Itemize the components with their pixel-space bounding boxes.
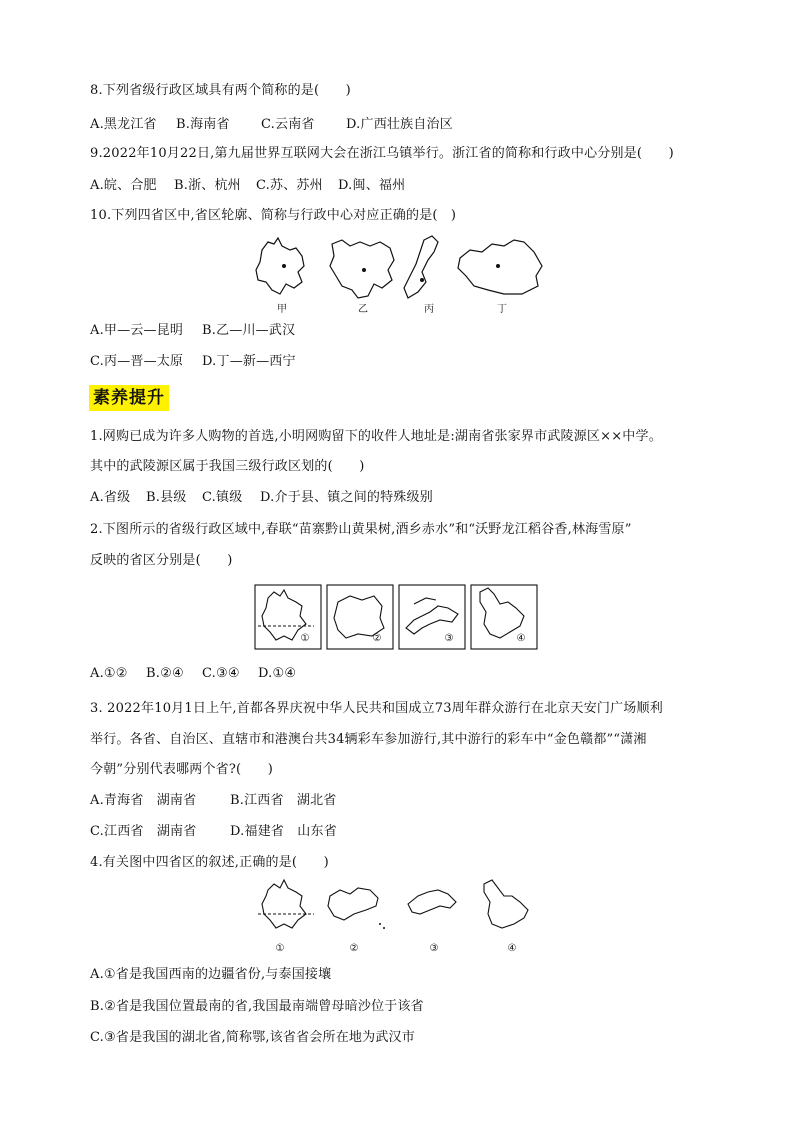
q8-option-a: A.黑龙江省 — [90, 117, 157, 132]
p2-label-4: ④ — [516, 633, 526, 644]
p4-label-3: ③ — [429, 943, 439, 954]
q9-options — [90, 177, 405, 195]
q8-option-b: B.海南省 — [176, 117, 230, 132]
q10-option-c: C.丙—晋—太原 — [90, 354, 184, 369]
p3-option-d: D.福建省 山东省 — [230, 824, 337, 839]
p2-outline-3 — [406, 606, 458, 634]
q10-options-row1 — [90, 322, 295, 340]
outline-bing — [404, 236, 438, 298]
p2-label-3: ③ — [444, 633, 454, 644]
p2-outline-3b — [414, 598, 436, 604]
q10-label-jia: 甲 — [277, 304, 287, 315]
q9-option-d: D.闽、福州 — [338, 178, 406, 193]
p1-stem-line1: 1.网购已成为许多人购物的首选,小明网购留下的收件人地址是:湖南省张家界市武陵源区××中学。 — [90, 429, 662, 444]
p4-stem: 4.有关图中四省区的叙述,正确的是( ) — [90, 855, 329, 870]
p4-label-4: ④ — [507, 943, 517, 954]
p4-figure — [258, 876, 538, 954]
p3-stem-line1: 3. 2022年10月1日上午,首都各界庆祝中华人民共和国成立73周年群众游行在北京天安门广场顺利 — [90, 701, 663, 716]
p4-outline-1 — [262, 880, 306, 928]
q10-label-yi: 乙 — [358, 304, 368, 315]
p2-outline-2 — [334, 596, 384, 638]
q8-stem: 8.下列省级行政区域具有两个简称的是( ) — [90, 83, 351, 98]
p3-option-c: C.江西省 湖南省 — [90, 824, 197, 839]
p4-outline-3 — [408, 890, 456, 914]
p2-option-a: A.①② — [90, 666, 128, 681]
q8-option-d: D.广西壮族自治区 — [346, 117, 453, 132]
p1-stem-line2: 其中的武陵源区属于我国三级行政区划的( ) — [90, 459, 365, 474]
q10-options-row2 — [90, 353, 296, 371]
p2-outline-4 — [480, 588, 524, 638]
p3-stem-line2: 举行。各省、自治区、直辖市和港澳台共34辆彩车参加游行,其中游行的彩车中“金色赣都”“潇湘 — [90, 732, 647, 747]
q9-option-b: B.浙、杭州 — [174, 178, 241, 193]
p2-label-2: ② — [372, 633, 382, 644]
p3-stem-line3: 今朝”分别代表哪两个省?( ) — [90, 762, 273, 777]
q10-stem: 10.下列四省区中,省区轮廓、简称与行政中心对应正确的是( ) — [90, 208, 457, 223]
q9-option-a: A.皖、合肥 — [90, 178, 157, 193]
p2-stem-line2: 反映的省区分别是( ) — [90, 553, 233, 568]
capital-dot-jia — [282, 264, 286, 268]
p3-options-row2 — [90, 823, 337, 841]
p4-outline-4 — [484, 880, 528, 928]
p2-option-b: B.②④ — [146, 666, 184, 681]
outline-yi — [330, 240, 394, 298]
p2-province-maps — [254, 584, 540, 650]
p2-label-1: ① — [300, 633, 310, 644]
p3-option-a: A.青海省 湖南省 — [90, 793, 197, 808]
p3-options-row1 — [90, 792, 337, 810]
capital-dot-ding — [496, 264, 500, 268]
q9-option-c: C.苏、苏州 — [256, 178, 323, 193]
p4-option-b: B.②省是我国位置最南的省,我国最南端曾母暗沙位于该省 — [90, 999, 424, 1014]
p3-option-b: B.江西省 湖北省 — [230, 793, 337, 808]
p2-option-d: D.①④ — [258, 666, 297, 681]
p4-island-dot-a — [379, 923, 381, 925]
p1-option-c: C.镇级 — [202, 490, 243, 505]
q10-option-b: B.乙—川—武汉 — [202, 323, 296, 338]
outline-ding — [458, 240, 542, 294]
p1-option-d: D.介于县、镇之间的特殊级别 — [260, 490, 433, 505]
p2-stem-line1: 2.下图所示的省级行政区域中,春联“苗寨黔山黄果树,酒乡赤水”和“沃野龙江稻谷香,林海雪原” — [90, 522, 632, 537]
p4-outline-2 — [328, 888, 378, 920]
p4-island-dot-b — [383, 927, 385, 929]
q8-options — [90, 116, 453, 134]
p2-figure — [254, 584, 540, 650]
p4-province-maps — [258, 876, 538, 938]
q9-stem: 9.2022年10月22日,第九届世界互联网大会在浙江乌镇举行。浙江省的简称和行政中心分别是( ) — [90, 146, 674, 161]
p2-options — [90, 665, 296, 683]
capital-dot-bing — [420, 278, 424, 282]
p1-options — [90, 489, 433, 507]
p1-option-b: B.县级 — [146, 490, 187, 505]
section-title: 素养提升 — [89, 385, 169, 411]
q10-figure — [252, 232, 552, 320]
p4-label-1: ① — [275, 943, 285, 954]
q10-label-ding: 丁 — [497, 304, 507, 315]
q8-option-c: C.云南省 — [261, 117, 315, 132]
p4-label-2: ② — [349, 943, 359, 954]
q10-label-bing: 丙 — [424, 304, 434, 315]
p2-option-c: C.③④ — [202, 666, 240, 681]
outline-jia — [256, 238, 304, 294]
capital-dot-yi — [362, 268, 366, 272]
p1-option-a: A.省级 — [90, 490, 131, 505]
p4-option-a: A.①省是我国西南的边疆省份,与泰国接壤 — [90, 967, 332, 982]
q10-option-d: D.丁—新—西宁 — [202, 354, 296, 369]
p4-option-c: C.③省是我国的湖北省,简称鄂,该省省会所在地为武汉市 — [90, 1030, 415, 1045]
q10-option-a: A.甲—云—昆明 — [90, 323, 184, 338]
